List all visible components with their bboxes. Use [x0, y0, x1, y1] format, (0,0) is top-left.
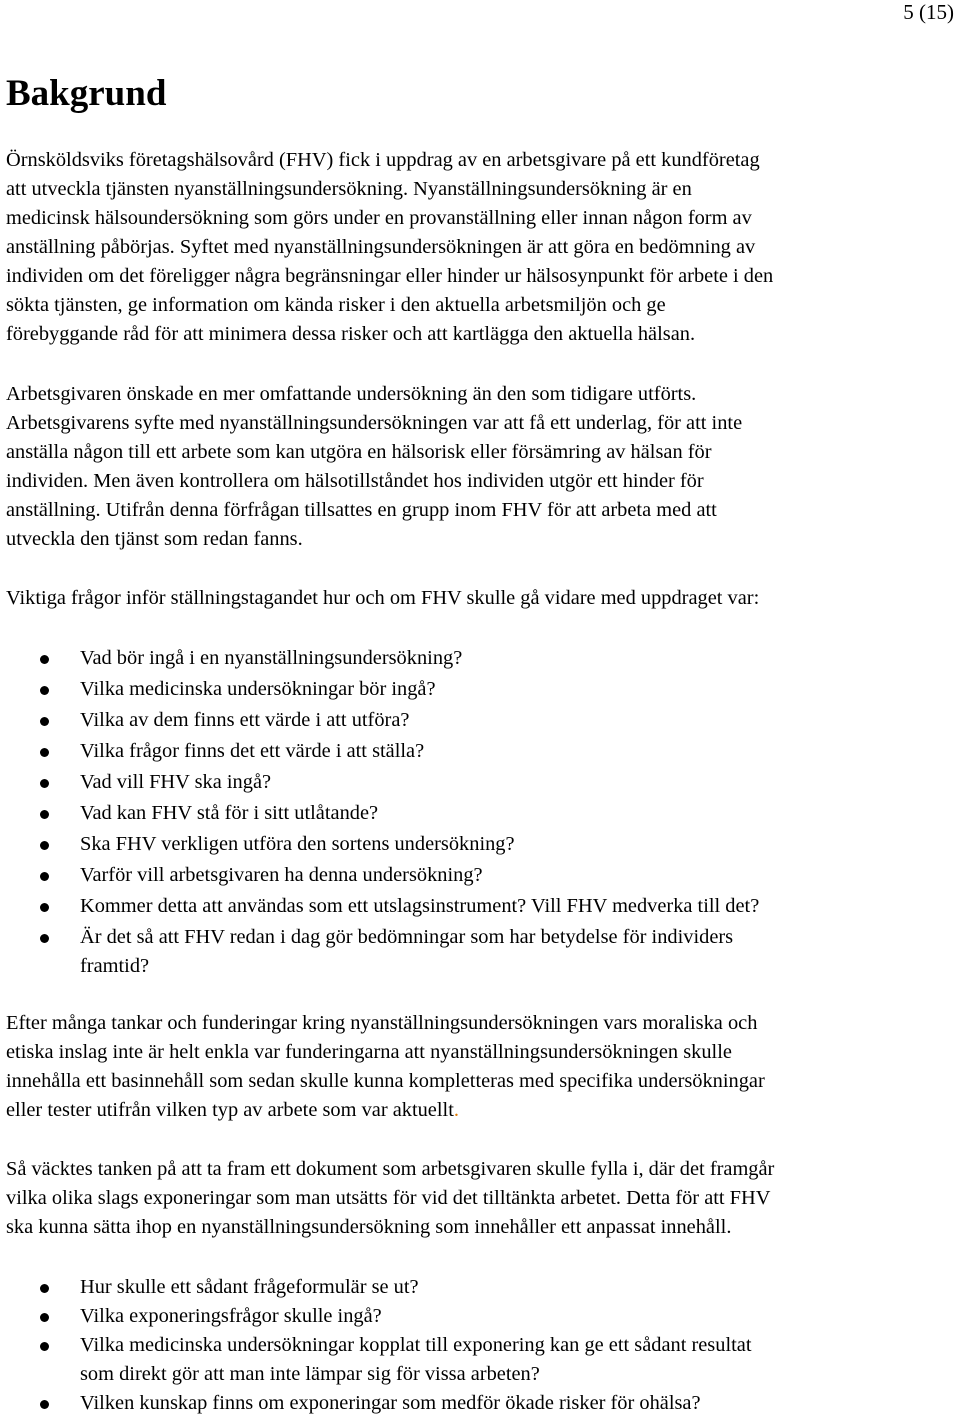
document-paragraph [6, 1155, 960, 1242]
paragraph-line: anställning. Utifrån denna förfrågan tillsattes en grupp inom FHV för att arbeta med att [6, 499, 717, 521]
paragraph-line: Örnsköldsviks företagshälsovård (FHV) fick i uppdrag av en arbetsgivare på ett kundföretag [6, 149, 760, 171]
paragraph-line: vilka olika slags exponeringar som man utsätts för vid det tilltänkta arbetet. Detta för att FHV [6, 1187, 771, 1209]
paragraph-line: ska kunna sätta ihop en nyanställningsundersökning som innehåller ett anpassat innehåll. [6, 1216, 732, 1238]
paragraph-line: Efter många tankar och funderingar kring nyanställningsundersökningen vars moraliska och [6, 1012, 758, 1034]
list-item: Vilka medicinska undersökningar kopplat till exponering kan ge ett sådant resultat som direkt gör att man inte lämpar sig för vissa arbeten? [0, 1331, 960, 1389]
paragraph-line: innehålla ett basinnehåll som sedan skulle kunna kompletteras med specifika undersökningar [6, 1070, 765, 1092]
bullet-icon [40, 934, 49, 943]
paragraph-line: individen. Men även kontrollera om hälsotillståndet hos individen utgör ett hinder för [6, 470, 704, 492]
intro-paragraph [6, 146, 960, 349]
paragraph-line: utveckla den tjänst som redan fanns. [6, 528, 303, 550]
paragraph-line: individen om det föreligger några begränsningar eller hinder ur hälsosynpunkt för arbete i den [6, 265, 774, 287]
bullet-icon [40, 686, 49, 695]
paragraph-line: medicinsk hälsoundersökning som görs under en provanställning eller innan någon form av [6, 207, 752, 229]
bullet-icon [40, 841, 49, 850]
bullet-icon [40, 717, 49, 726]
list-item: Kommer detta att användas som ett utslagsinstrument? Vill FHV medverka till det? [0, 891, 960, 922]
reflection-paragraph [6, 1009, 960, 1125]
bullet-icon [40, 903, 49, 912]
bullet-icon [40, 655, 49, 664]
bullet-icon [40, 1313, 49, 1322]
bullet-icon [40, 1342, 49, 1351]
list-item: Vilka av dem finns ett värde i att utföra? [0, 705, 960, 736]
paragraph-line: Arbetsgivaren önskade en mer omfattande undersökning än den som tidigare utförts. [6, 383, 697, 405]
bullet-icon [40, 872, 49, 881]
page-number: 5 (15) [903, 0, 954, 24]
paragraph-line: att utveckla tjänsten nyanställningsundersökning. Nyanställningsundersökning är en [6, 178, 692, 200]
paragraph-line: Arbetsgivarens syfte med nyanställningsundersökningen var att få ett underlag, för att inte [6, 412, 743, 434]
list-item: Vad vill FHV ska ingå? [0, 767, 960, 798]
list-item: Vilka exponeringsfrågor skulle ingå? [0, 1302, 960, 1331]
paragraph-line: anställa någon till ett arbete som kan utgöra en hälsorisk eller försämring av hälsan för [6, 441, 712, 463]
list-item: Hur skulle ett sådant frågeformulär se ut? [0, 1273, 960, 1302]
list-item: Varför vill arbetsgivaren ha denna undersökning? [0, 860, 960, 891]
questions-intro [6, 584, 960, 613]
list-item: Vad bör ingå i en nyanställningsundersökning? [0, 643, 960, 674]
bullet-icon [40, 1400, 49, 1409]
bullet-icon [40, 1284, 49, 1293]
employer-paragraph [6, 380, 960, 554]
paragraph-line: sökta tjänsten, ge information om kända risker i den aktuella arbetsmiljön och ge [6, 294, 666, 316]
bullet-icon [40, 748, 49, 757]
followup-questions-list [0, 1273, 960, 1418]
bullet-icon [40, 779, 49, 788]
list-item: Vilken kunskap finns om exponeringar som medför ökade risker för ohälsa? [0, 1389, 960, 1418]
highlighted-period: . [453, 1099, 459, 1121]
paragraph-line: Viktiga frågor inför ställningstagandet hur och om FHV skulle gå vidare med uppdraget var: [6, 587, 760, 609]
questions-list [0, 643, 960, 981]
paragraph-line: etiska inslag inte är helt enkla var funderingarna att nyanställningsundersökningen skulle [6, 1041, 732, 1063]
list-item: Vilka medicinska undersökningar bör ingå? [0, 674, 960, 705]
paragraph-line: anställning påbörjas. Syftet med nyanställningsundersökningen är att göra en bedömning av [6, 236, 756, 258]
list-item: Vilka frågor finns det ett värde i att ställa? [0, 736, 960, 767]
paragraph-line: eller tester utifrån vilken typ av arbete som var aktuellt. [6, 1099, 459, 1121]
list-item: Är det så att FHV redan i dag gör bedömningar som har betydelse för individers framtid? [0, 922, 960, 981]
list-item: Vad kan FHV stå för i sitt utlåtande? [0, 798, 960, 829]
bullet-icon [40, 810, 49, 819]
section-heading: Bakgrund [6, 73, 167, 114]
list-item: Ska FHV verkligen utföra den sortens undersökning? [0, 829, 960, 860]
paragraph-line: förebyggande råd för att minimera dessa risker och att kartlägga den aktuella hälsan. [6, 323, 696, 345]
paragraph-line: Så väcktes tanken på att ta fram ett dokument som arbetsgivaren skulle fylla i, där det framgår [6, 1158, 775, 1180]
